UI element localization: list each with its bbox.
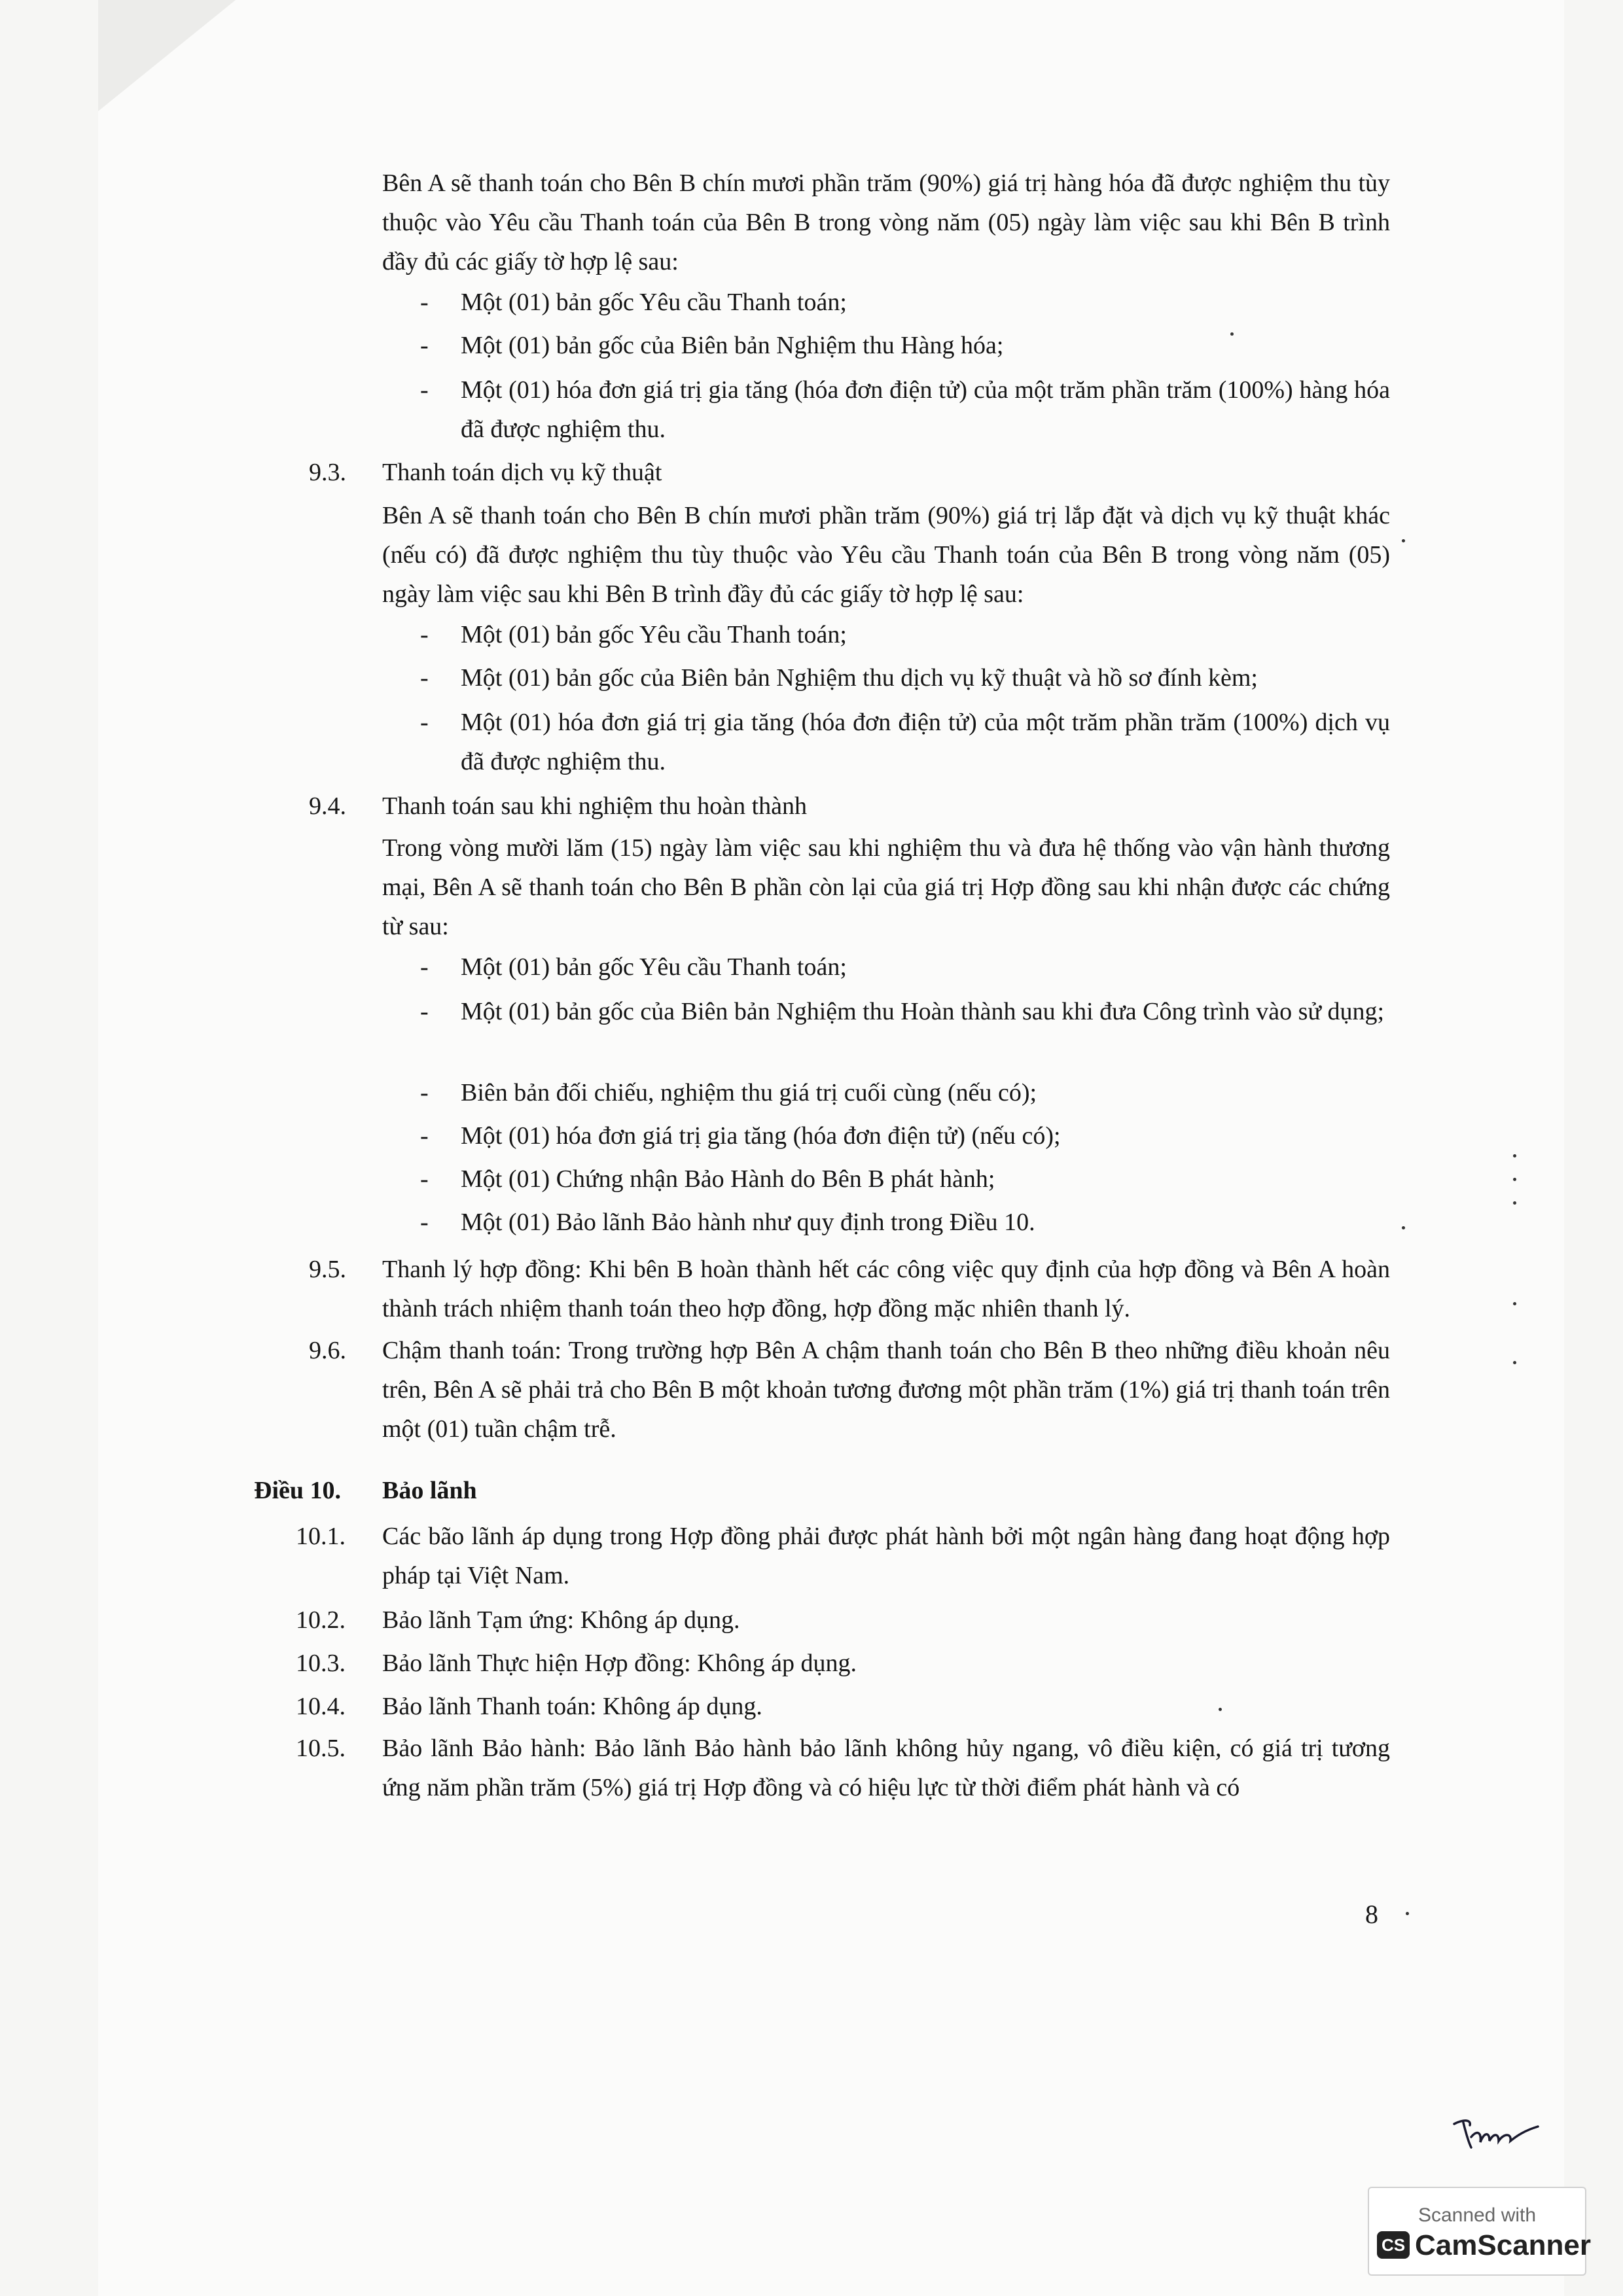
- list-item: - Một (01) bản gốc Yêu cầu Thanh toán;: [420, 289, 847, 316]
- section-9-5-body: Thanh lý hợp đồng: Khi bên B hoàn thành hết các công việc quy định của hợp đồng và Bên A hoàn thành trách nhiệm thanh toán theo hợp đồng, hợp đồng mặc nhiên thanh lý.: [382, 1256, 1390, 1322]
- list-item: - Một (01) bản gốc của Biên bản Nghiệm thu Hàng hóa;: [420, 332, 1004, 359]
- article-title: Bảo lãnh: [382, 1477, 477, 1504]
- scan-speck: [1402, 1226, 1405, 1229]
- scan-speck: [1513, 1178, 1516, 1181]
- handwritten-initials: [1452, 2111, 1543, 2157]
- section-title: Thanh toán dịch vụ kỹ thuật: [382, 459, 662, 486]
- scan-speck: [1513, 1201, 1516, 1205]
- scan-speck: [1219, 1708, 1222, 1711]
- section-title: Thanh toán sau khi nghiệm thu hoàn thành: [382, 792, 808, 820]
- section-9-3-body: Bên A sẽ thanh toán cho Bên B chín mươi phần trăm (90%) giá trị lắp đặt và dịch vụ kỹ thuật khác (nếu có) đã được nghiệm thu tùy thuộc vào Yêu cầu Thanh toán của Bên B trong vòng năm (05) ngày làm việc sau khi Bên B trình đầy đủ các giấy tờ hợp lệ sau:: [382, 502, 1390, 608]
- section-number: 10.3.: [296, 1650, 346, 1677]
- list-item: - Một (01) bản gốc của Biên bản Nghiệm thu Hoàn thành sau khi đưa Công trình vào sử dụng;: [420, 998, 1385, 1025]
- scan-speck: [1230, 332, 1234, 336]
- section-10-4-body: Bảo lãnh Thanh toán: Không áp dụng.: [382, 1693, 762, 1720]
- watermark-line2: CamScanner: [1415, 2229, 1592, 2261]
- scan-speck: [1513, 1302, 1516, 1305]
- section-number: 9.6.: [309, 1337, 346, 1364]
- camscanner-logo-icon: CS: [1377, 2231, 1410, 2259]
- list-item: - Một (01) Bảo lãnh Bảo hành như quy định trong Điều 10.: [420, 1209, 1035, 1236]
- section-number: 10.2.: [296, 1606, 346, 1634]
- section-10-1-body: Các bão lãnh áp dụng trong Hợp đồng phải được phát hành bởi một ngân hàng đang hoạt động hợp pháp tại Việt Nam.: [382, 1523, 1390, 1589]
- section-number: 10.1.: [296, 1523, 346, 1550]
- section-number: 10.5.: [296, 1735, 346, 1762]
- section-number: 9.3.: [309, 459, 346, 486]
- list-item: - Một (01) hóa đơn giá trị gia tăng (hóa đơn điện tử) (nếu có);: [420, 1122, 1061, 1150]
- scan-speck: [1513, 1361, 1516, 1364]
- section-9-6-body: Chậm thanh toán: Trong trường hợp Bên A chậm thanh toán cho Bên B theo những điều khoản nêu trên, Bên A sẽ phải trả cho Bên B một khoản tương đương một phần trăm (1%) giá trị thanh toán trên một (01) tuần chậm trễ.: [382, 1337, 1390, 1443]
- list-item: - Biên bản đối chiếu, nghiệm thu giá trị cuối cùng (nếu có);: [420, 1079, 1037, 1106]
- camscanner-watermark: [1368, 2187, 1592, 2276]
- section-number: 9.5.: [309, 1256, 346, 1283]
- section-10-5-body: Bảo lãnh Bảo hành: Bảo lãnh Bảo hành bảo lãnh không hủy ngang, vô điều kiện, có giá trị tương ứng năm phần trăm (5%) giá trị Hợp đồng và có hiệu lực từ thời điểm phát hành và có: [382, 1735, 1390, 1801]
- page-number: 8: [1365, 1899, 1378, 1929]
- list-item: - Một (01) bản gốc Yêu cầu Thanh toán;: [420, 621, 847, 648]
- section-9-4-body: Trong vòng mười lăm (15) ngày làm việc sau khi nghiệm thu và đưa hệ thống vào vận hành thương mại, Bên A sẽ thanh toán cho Bên B phần còn lại của giá trị Hợp đồng sau khi nhận được các chứng từ sau:: [382, 834, 1390, 940]
- scan-speck: [1402, 539, 1405, 542]
- list-item: - Một (01) hóa đơn giá trị gia tăng (hóa đơn điện tử) của một trăm phần trăm (100%) hàng hóa đã được nghiệm thu.: [420, 376, 1390, 443]
- scan-speck: [1406, 1912, 1409, 1915]
- article-number: Điều 10.: [254, 1477, 341, 1504]
- section-number: 9.4.: [309, 792, 346, 820]
- section-number: 10.4.: [296, 1693, 346, 1720]
- scan-speck: [1513, 1154, 1516, 1157]
- list-item: - Một (01) Chứng nhận Bảo Hành do Bên B phát hành;: [420, 1165, 995, 1193]
- list-item: - Một (01) hóa đơn giá trị gia tăng (hóa đơn điện tử) của một trăm phần trăm (100%) dịch vụ đã được nghiệm thu.: [420, 709, 1390, 775]
- section-10-3-body: Bảo lãnh Thực hiện Hợp đồng: Không áp dụng.: [382, 1650, 857, 1677]
- section-10-2-body: Bảo lãnh Tạm ứng: Không áp dụng.: [382, 1606, 740, 1634]
- watermark-line1: Scanned with: [1418, 2204, 1537, 2226]
- section-9-2-body: Bên A sẽ thanh toán cho Bên B chín mươi phần trăm (90%) giá trị hàng hóa đã được nghiệm thu tùy thuộc vào Yêu cầu Thanh toán của Bên B trong vòng năm (05) ngày làm việc sau khi Bên B trình đầy đủ các giấy tờ hợp lệ sau:: [382, 169, 1390, 275]
- list-item: - Một (01) bản gốc Yêu cầu Thanh toán;: [420, 953, 847, 981]
- list-item: - Một (01) bản gốc của Biên bản Nghiệm thu dịch vụ kỹ thuật và hồ sơ đính kèm;: [420, 664, 1258, 692]
